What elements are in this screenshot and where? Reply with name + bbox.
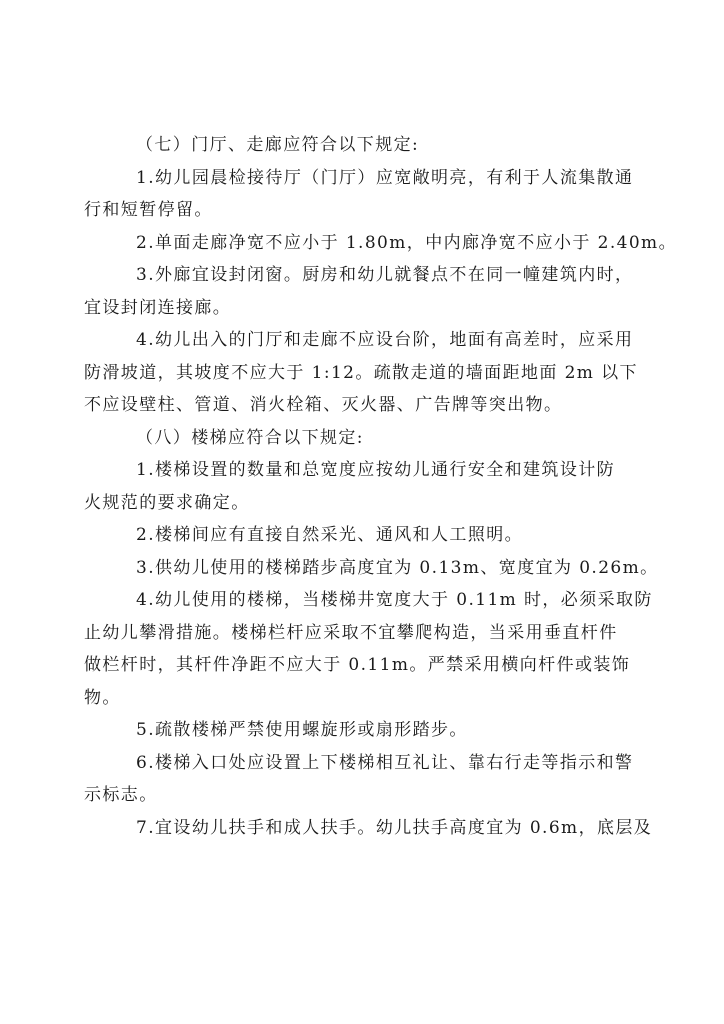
- text-line: 宜设封闭连接廊。: [84, 297, 232, 318]
- text-line: 防滑坡道，其坡度不应大于 1:12。疏散走道的墙面距地面 2m 以下: [84, 362, 638, 383]
- text-line: 物。: [84, 687, 121, 708]
- text-line: 2.单面走廊净宽不应小于 1.80m，中内廊净宽不应小于 2.40m。: [136, 232, 677, 253]
- text-line: 行和短暂停留。: [84, 200, 213, 220]
- section-heading-hall-corridor: （七）门厅、走廊应符合以下规定:: [136, 135, 420, 155]
- text-line: 1.幼儿园晨检接待厅（门厅）应宽敞明亮，有利于人流集散通: [136, 167, 634, 188]
- section-heading-stairs: （八）楼梯应符合以下规定:: [136, 427, 364, 448]
- document-body: [84, 129, 677, 844]
- text-line: 4.幼儿使用的楼梯，当楼梯井宽度大于 0.11m 时，必须采取防: [136, 590, 653, 610]
- text-line: 4.幼儿出入的门厅和走廊不应设台阶，地面有高差时，应采用: [136, 330, 634, 350]
- text-line: 止幼儿攀滑措施。楼梯栏杆应采取不宜攀爬构造，当采用垂直杆件: [84, 622, 618, 643]
- text-line: 做栏杆时，其杆件净距不应大于 0.11m。严禁采用横向杆件或装饰: [84, 655, 631, 675]
- text-line: 6.楼梯入口处应设置上下楼梯相互礼让、靠右行走等指示和警: [136, 752, 634, 773]
- text-line: 3.供幼儿使用的楼梯踏步高度宜为 0.13m、宽度宜为 0.26m。: [136, 557, 659, 578]
- text-line: 火规范的要求确定。: [84, 492, 250, 513]
- text-line: 示标志。: [84, 785, 158, 805]
- text-line: 3.外廊宜设封闭窗。厨房和幼儿就餐点不在同一幢建筑内时，: [136, 265, 634, 285]
- text-line: 5.疏散楼梯严禁使用螺旋形或扇形踏步。: [136, 720, 468, 740]
- text-line: 不应设壁柱、管道、消火栓箱、灭火器、广告牌等突出物。: [84, 395, 563, 415]
- text-line: 1.楼梯设置的数量和总宽度应按幼儿通行安全和建筑设计防: [136, 460, 616, 480]
- text-line: 2.楼梯间应有直接自然采光、通风和人工照明。: [136, 525, 524, 545]
- text-line: 7.宜设幼儿扶手和成人扶手。幼儿扶手高度宜为 0.6m，底层及: [136, 817, 653, 838]
